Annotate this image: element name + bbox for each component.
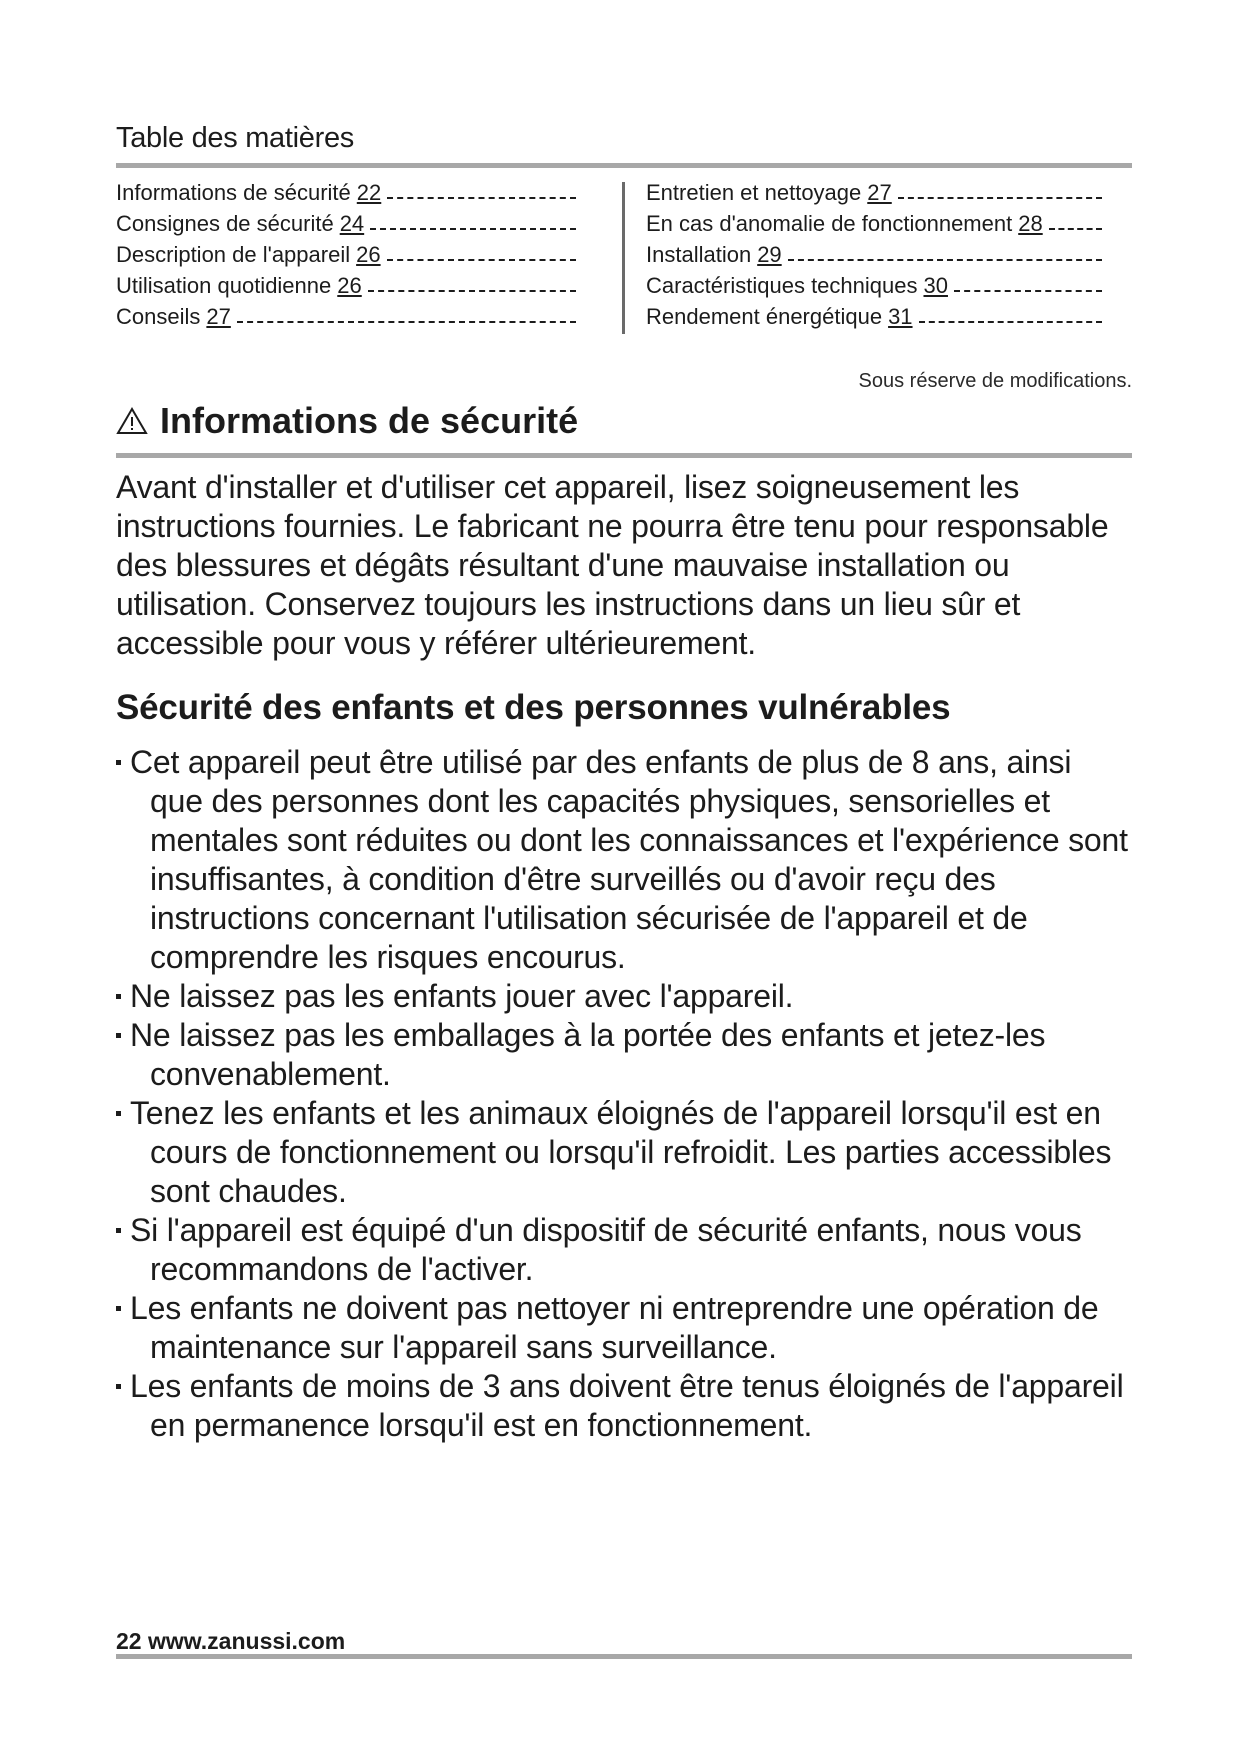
list-item bbox=[116, 1211, 1132, 1289]
list-item-text: Les enfants ne doivent pas nettoyer ni entreprendre une opération de maintenance sur l'appareil sans surveillance. bbox=[130, 1290, 1099, 1365]
bullet-icon bbox=[116, 994, 121, 999]
bullet-icon bbox=[116, 1306, 121, 1311]
toc-entry-label: Description de l'appareil bbox=[116, 242, 351, 267]
toc-entry-page: 27 bbox=[206, 304, 231, 329]
list-item-text: Tenez les enfants et les animaux éloignés de l'appareil lorsqu'il est en cours de fonctionnement ou lorsqu'il refroidit. Les parties accessibles sont chaudes. bbox=[130, 1095, 1112, 1209]
toc-leader bbox=[919, 321, 1102, 323]
toc-entry[interactable] bbox=[116, 180, 576, 211]
list-item bbox=[116, 1289, 1132, 1367]
toc-entry-page: 30 bbox=[923, 273, 948, 298]
list-item bbox=[116, 1016, 1132, 1094]
footer-page-url: 22 www.zanussi.com bbox=[116, 1628, 346, 1654]
list-item bbox=[116, 977, 1132, 1016]
toc-title: Table des matières bbox=[116, 122, 354, 154]
toc-leader bbox=[370, 228, 576, 230]
toc-entry-label: Conseils bbox=[116, 304, 201, 329]
list-item-text: Si l'appareil est équipé d'un dispositif de sécurité enfants, nous vous recommandons de l'activer. bbox=[130, 1212, 1082, 1287]
list-item-text: Les enfants de moins de 3 ans doivent être tenus éloignés de l'appareil en permanence lorsqu'il est en fonctionnement. bbox=[130, 1368, 1124, 1443]
toc-leader bbox=[954, 290, 1102, 292]
toc-entry-label: Rendement énergétique bbox=[646, 304, 883, 329]
bullet-icon bbox=[116, 1033, 121, 1038]
toc-entry[interactable] bbox=[646, 273, 1102, 304]
toc-entry[interactable] bbox=[116, 242, 576, 273]
toc-entry-label: Caractéristiques techniques bbox=[646, 273, 918, 298]
footer-rule bbox=[116, 1654, 1132, 1659]
toc-column-right bbox=[646, 180, 1102, 335]
intro-paragraph: Avant d'installer et d'utiliser cet appareil, lisez soigneusement les instructions fournies. Le fabricant ne pourra être tenu pour responsable des blessures et dégâts résultant d'une mauvaise installation ou utilisation. Conservez toujours les instructions dans un lieu sûr et accessible pour vous y référer ultérieurement. bbox=[116, 469, 1109, 661]
toc-entry-page: 29 bbox=[757, 242, 782, 267]
toc-entry-page: 28 bbox=[1018, 211, 1043, 236]
list-item bbox=[116, 1367, 1132, 1445]
toc-entry-page: 26 bbox=[356, 242, 381, 267]
list-item bbox=[116, 743, 1132, 977]
toc-entry[interactable] bbox=[116, 211, 576, 242]
toc-leader bbox=[1049, 228, 1102, 230]
toc-entry-page: 31 bbox=[888, 304, 913, 329]
bullet-icon bbox=[116, 1384, 121, 1389]
list-item bbox=[116, 1094, 1132, 1211]
toc-column-left bbox=[116, 180, 576, 335]
warning-triangle-icon bbox=[116, 406, 148, 436]
toc-entry[interactable] bbox=[646, 304, 1102, 335]
toc-entry-label: Consignes de sécurité bbox=[116, 211, 334, 236]
toc-entry-label: En cas d'anomalie de fonctionnement bbox=[646, 211, 1013, 236]
toc-leader bbox=[788, 259, 1102, 261]
section-heading bbox=[116, 400, 578, 442]
bullet-icon bbox=[116, 760, 121, 765]
toc-entry-label: Informations de sécurité bbox=[116, 180, 351, 205]
toc-entry-label: Entretien et nettoyage bbox=[646, 180, 862, 205]
toc-leader bbox=[387, 259, 576, 261]
list-item-text: Ne laissez pas les enfants jouer avec l'appareil. bbox=[130, 978, 794, 1014]
toc-leader bbox=[368, 290, 576, 292]
reserve-note: Sous réserve de modifications. bbox=[858, 370, 1132, 392]
toc-entry[interactable] bbox=[116, 273, 576, 304]
section-rule bbox=[116, 453, 1132, 458]
toc-entry[interactable] bbox=[646, 242, 1102, 273]
toc-entry-page: 27 bbox=[867, 180, 892, 205]
manual-page bbox=[116, 0, 1132, 1754]
bullet-icon bbox=[116, 1228, 121, 1233]
toc-entry[interactable] bbox=[646, 211, 1102, 242]
section-title: Informations de sécurité bbox=[160, 400, 579, 441]
toc-entry[interactable] bbox=[116, 304, 576, 335]
toc-entry-page: 26 bbox=[337, 273, 362, 298]
toc-leader bbox=[898, 197, 1102, 199]
subsection-title: Sécurité des enfants et des personnes vulnérables bbox=[116, 688, 951, 727]
list-item-text: Cet appareil peut être utilisé par des enfants de plus de 8 ans, ainsi que des personnes dont les capacités physiques, sensorielles et mentales sont réduites ou dont les connaissances et l'expérience sont insuffisantes, à condition d'être surveillés ou d'avoir reçu des instructions concernant l'utilisation sécurisée de l'appareil et de comprendre les risques encourus. bbox=[130, 744, 1128, 975]
toc-leader bbox=[387, 197, 576, 199]
toc-entry-page: 22 bbox=[356, 180, 382, 205]
toc-column-divider bbox=[622, 182, 625, 334]
toc-entry-label: Installation bbox=[646, 242, 752, 267]
toc-leader bbox=[237, 321, 576, 323]
safety-bullet-list bbox=[116, 743, 1132, 1445]
toc-entry-label: Utilisation quotidienne bbox=[116, 273, 332, 298]
toc-rule bbox=[116, 163, 1132, 168]
list-item-text: Ne laissez pas les emballages à la portée des enfants et jetez-les convenablement. bbox=[130, 1017, 1046, 1092]
toc-entry[interactable] bbox=[646, 180, 1102, 211]
toc-entry-page: 24 bbox=[339, 211, 365, 236]
bullet-icon bbox=[116, 1111, 121, 1116]
